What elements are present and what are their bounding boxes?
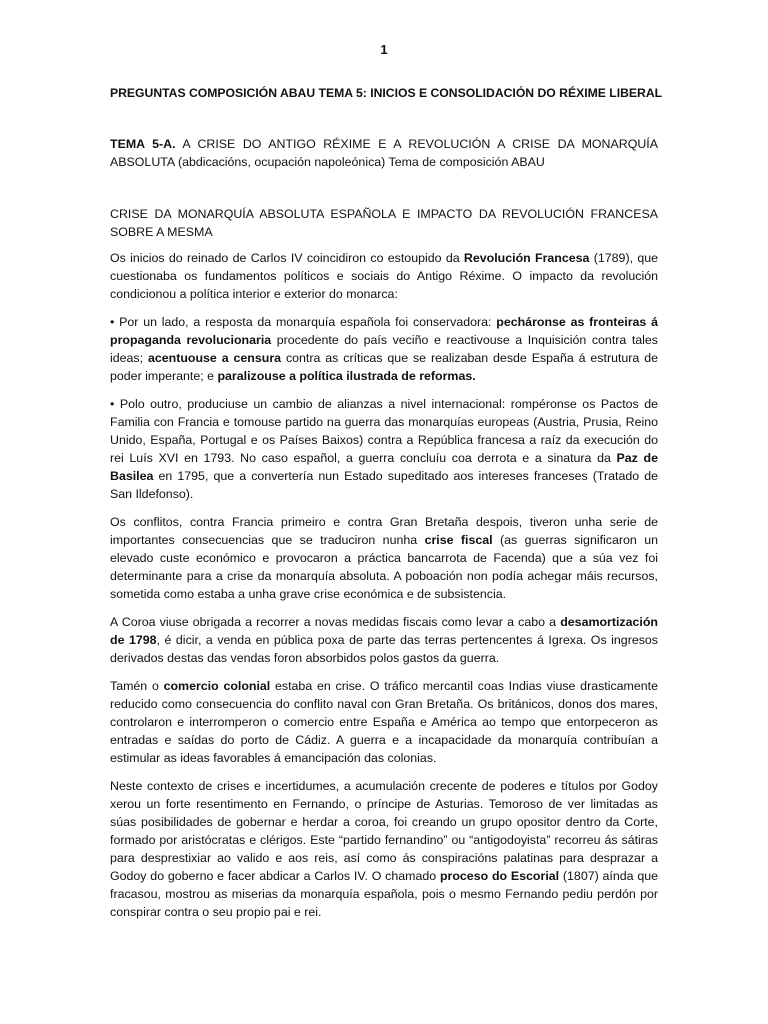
- paragraph-text: Os conflitos, contra Francia primeiro e contra Gran Bretaña despois, tiveron unha serie de importantes consecuencias que se traduciron nunha: [110, 515, 658, 547]
- paragraph-text: (1807) aínda que fracasou, mostrou as miserias da monarquía española, pois o mesmo Fernando pediu perdón por conspirar contra o seu propio pai e rei.: [110, 869, 659, 919]
- paragraph: [110, 395, 658, 503]
- paragraph-emphasis: desamortización de 1798: [110, 615, 658, 647]
- paragraph-text: • Por un lado, a resposta da monarquía española foi conservadora:: [110, 315, 497, 329]
- paragraph-text: A Coroa viuse obrigada a recorrer a novas medidas fiscais como levar a cabo a: [110, 615, 561, 629]
- section-text: A CRISE DO ANTIGO RÉXIME E A REVOLUCIÓN A CRISE DA MONARQUÍA ABSOLUTA (abdicacións, ocupación napoleónica) Tema de composición ABAU: [110, 137, 659, 169]
- document-body: [110, 84, 663, 921]
- page-number: 1: [380, 42, 388, 57]
- paragraph-text: en 1795, que a convertería nun Estado supeditado aos intereses franceses (Tratado de San Ildefonso).: [110, 469, 658, 501]
- paragraph-text: Os inicios do reinado de Carlos IV coincidiron co estoupido da: [110, 251, 464, 265]
- paragraph: [110, 613, 658, 667]
- paragraph-emphasis: pecháronse as fronteiras á propaganda revolucionaria: [110, 315, 658, 347]
- paragraph-text: Neste contexto de crises e incertidumes, a acumulación crecente de poderes e títulos por Godoy xerou un forte resentimento en Fernando, o príncipe de Asturias. Temoroso de ver limitadas as súas posibilidades de gobernar e herdar a coroa, foi creando un grupo opositor dentro da Corte, formado por aristócratas e clérigos. Este “partido fernandino” ou “antigodoyista” recorreu ás sátiras para desprestixiar ao valido e aos reis, así como ás conspiracións palatinas para desprazar a Godoy do goberno e facer abdicar a Carlos IV. O chamado: [110, 779, 658, 883]
- paragraph-text: , é dicir, a venda en pública poxa de parte das terras pertencentes á Igrexa. Os ingresos derivados destas das vendas foron absorbidos polos gastos da guerra.: [110, 633, 658, 665]
- paragraph-emphasis: Paz de Basilea: [110, 451, 658, 483]
- paragraph: [110, 249, 658, 303]
- section-label: TEMA 5-A.: [110, 137, 176, 151]
- subsection-title: CRISE DA MONARQUÍA ABSOLUTA ESPAÑOLA E IMPACTO DA REVOLUCIÓN FRANCESA SOBRE A MESMA: [110, 207, 658, 239]
- section-heading: [110, 135, 658, 171]
- paragraph: [110, 677, 658, 767]
- paragraph: [110, 513, 658, 603]
- paragraph-text: • Polo outro, produciuse un cambio de alianzas a nivel internacional: rompéronse os Pactos de Familia con Francia e tomouse partido na guerra das monarquías europeas (Austria, Prusia, Reino Unido, España, Portugal e os Países Baixos) contra a República francesa a raíz da execución do rei Luís XVI en 1793. No caso español, a guerra concluíu coa derrota e a sinatura da: [110, 397, 658, 465]
- paragraph-text: contra as críticas que se realizaban desde España á estrutura de poder imperante; e: [110, 351, 659, 383]
- paragraph-emphasis: acentuouse a censura: [147, 351, 282, 365]
- paragraph-emphasis: Revolución Francesa: [463, 251, 590, 265]
- paragraph-emphasis: proceso do Escorial: [439, 869, 560, 883]
- paragraph-text: (as guerras significaron un elevado custe económico e provocaron a práctica bancarrota de Facenda) que a súa vez foi determinante para a crise da monarquía absoluta. A poboación non podía achegar máis recursos, sometida como estaba a unha grave crise económica e de subsistencia.: [110, 533, 658, 601]
- paragraph: [110, 777, 658, 921]
- document-title: PREGUNTAS COMPOSICIÓN ABAU TEMA 5: INICIOS E CONSOLIDACIÓN DO RÉXIME LIBERAL: [110, 86, 663, 100]
- paragraph-text: Tamén o: [110, 679, 164, 693]
- paragraph: [110, 313, 658, 385]
- paragraph-emphasis: crise fiscal: [424, 533, 493, 547]
- paragraph-emphasis: comercio colonial: [163, 679, 271, 693]
- paragraph-text: procedente do país veciño e reactivouse a Inquisición contra tales ideas;: [110, 333, 658, 365]
- paragraph-emphasis: paralizouse a política ilustrada de reformas.: [217, 369, 476, 383]
- paragraph-text: estaba en crise. O tráfico mercantil coas Indias viuse drasticamente reducido como consecuencia do conflito naval con Gran Bretaña. Os británicos, donos dos mares, controlaron e interromperon o comercio entre España e América ao tempo que entorpeceron as entradas e saídas do porto de Cádiz. A guerra e a incapacidade da monarquía contribuían a estimular as ideas favorables á emancipación das colonias.: [110, 679, 658, 765]
- paragraph-text: (1789), que cuestionaba os fundamentos políticos e sociais do Antigo Réxime. O impacto da revolución condicionou a política interior e exterior do monarca:: [110, 251, 658, 301]
